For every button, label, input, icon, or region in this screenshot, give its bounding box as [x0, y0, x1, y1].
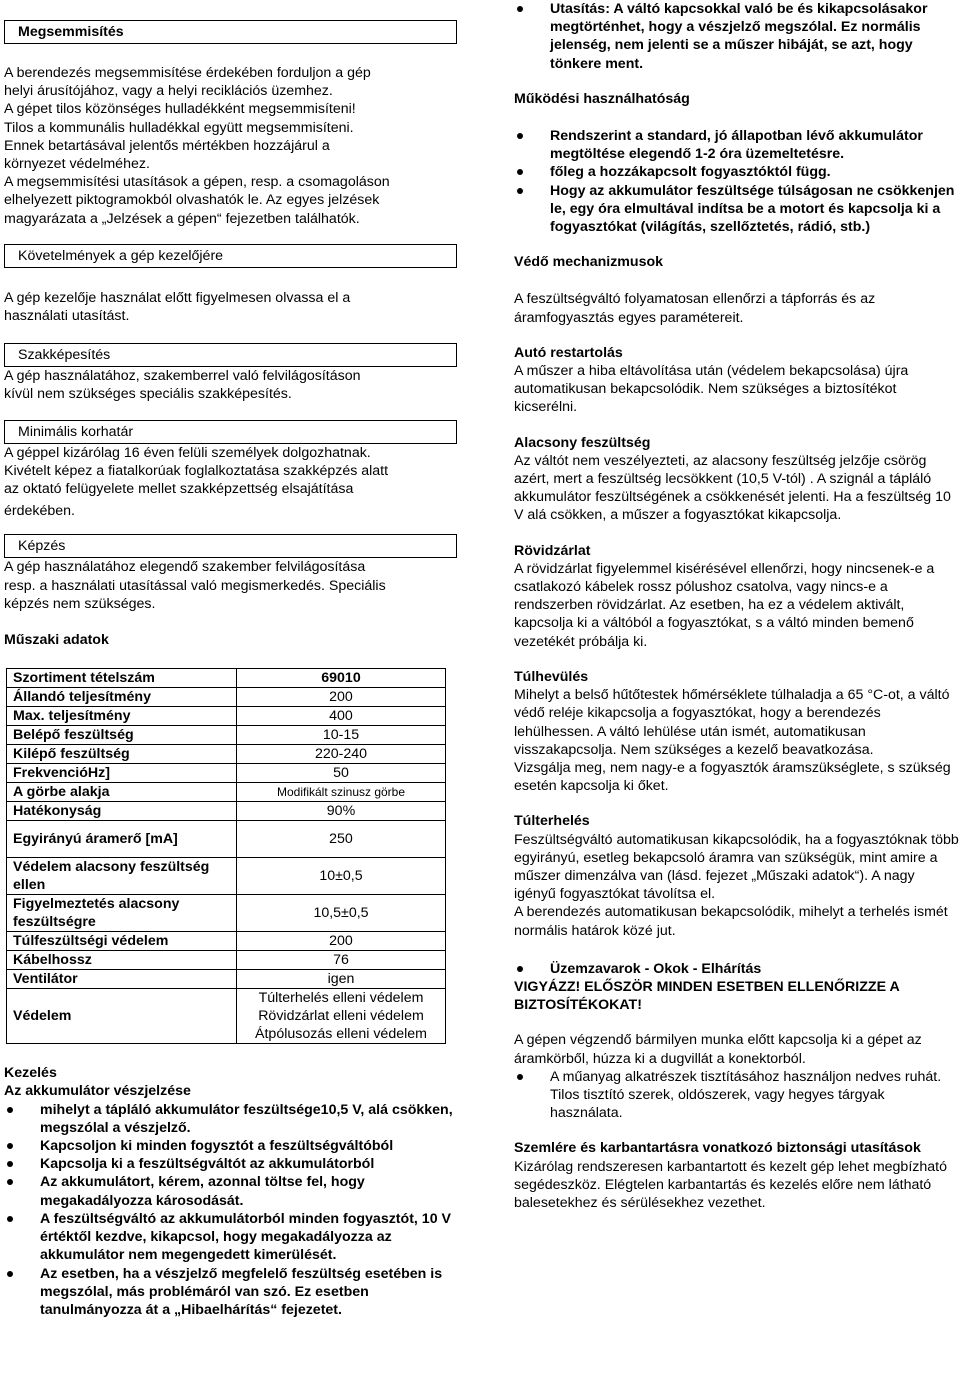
table-row	[7, 764, 446, 783]
low-voltage-text: Az váltót nem veszélyezteti, az alacsony feszültség jelzője csörög azért, mert a feszültség lecsökkent (10,5 V-tól) . A szignál a tápláló akkumulátor feszültségének a csökkenését jelenti. Ha a feszültség 10 V alá csökken, a műszer a fogyasztókat kikapcsolja.	[514, 452, 951, 524]
auto-restart-title: Autó restartolás	[514, 344, 623, 361]
section-header-minimum-age: Minimális korhatár	[4, 420, 457, 444]
table-row	[7, 745, 446, 764]
table-row	[7, 989, 446, 1044]
list-item: Az akkumulátort, kérem, azonnal töltse fel, hogy megakadályozza károsodását.	[4, 1173, 456, 1209]
table-row	[7, 858, 446, 895]
protection-title: Védő mechanizmusok	[514, 254, 664, 271]
alarm-title: Az akkumulátor vészjelzése	[4, 1083, 191, 1100]
table-value: 69010	[237, 669, 446, 688]
table-row	[7, 783, 446, 802]
list-item: Üzemzavarok - Okok - Elhárítás	[514, 960, 960, 978]
table-key: Hatékonyság	[7, 802, 237, 821]
text-line: képzés nem szükséges.	[4, 595, 156, 612]
section-header-qualification: Szakképesítés	[4, 343, 457, 367]
tech-data-table	[6, 668, 446, 1044]
table-value: 10,5±0,5	[237, 895, 446, 932]
list-item: Az esetben, ha a vészjelző megfelelő feszültség esetében is megszólal, más problémáról van szó. Ez esetben tanulmányozza át a „Hibaelhárítás“ fejezetet.	[4, 1265, 456, 1320]
inspection-text: Kizárólag rendszeresen karbantartott és kezelt gép lehet megbízható segédeszköz. Elégtelen karbantartás és kezelés előre nem látható balesetekhez és sérülésekhez vezethet.	[514, 1158, 947, 1211]
text-line: kívül nem szükséges speciális szakképesítés.	[4, 386, 292, 403]
warning-text-bold: VIGYÁZZ! ELŐSZÖR MINDEN ESETBEN ELLENŐRIZZE A BIZTOSÍTÉKOKAT!	[514, 978, 900, 1014]
short-circuit-title: Rövidzárlat	[514, 542, 591, 559]
overload-text: Feszültségváltó automatikusan kikapcsolódik, ha a fogyasztóknak több egyirányú, esetleg bekapcsoló áramra van szükségük, mint amire a műszer dimenzálva van (lásd. fejezet „Műszaki adatok“). A nagy igényű fogyasztókat távolítsa el.	[514, 831, 959, 903]
low-voltage-title: Alacsony feszültség	[514, 434, 651, 451]
table-key: Szortiment tételszám	[7, 669, 237, 688]
overheat-text: Mihelyt a belső hűtőtestek hőmérséklete túlhaladja a 65 °C-ot, a váltó védő reléje kikapcsolja a fogyasztókat, hogy a berendezés lehülhessen. A váltó lehülése után ismét, automatikusan visszakapcsolja. Nem szükséges a kezelő beavatkozása.	[514, 687, 950, 758]
table-value: 10±0,5	[237, 858, 446, 895]
list-item: Kapcsolja ki a feszültségváltót az akkumulátorból	[4, 1155, 456, 1173]
text-line: érdekében.	[4, 503, 75, 520]
text-line: resp. a használati utasítással való megismerkedés. Speciális	[4, 577, 386, 594]
text-line: A gép használatához, szakemberrel való felvilágosításon	[4, 368, 361, 385]
table-value: 250	[237, 821, 446, 858]
table-key: Túlfeszültségi védelem	[7, 932, 237, 951]
table-row	[7, 726, 446, 745]
protection-value-line: Rövidzárlat elleni védelem	[258, 1008, 424, 1025]
table-key: Kábelhossz	[7, 951, 237, 970]
handling-title: Kezelés	[4, 1065, 57, 1082]
list-item: A műanyag alkatrészek tisztításához használjon nedves ruhát. Tilos tisztító szerek, oldószerek, vagy hegyes tárgyak használata.	[514, 1068, 960, 1123]
overload-title: Túlterhelés	[514, 813, 590, 830]
disposal-text	[4, 64, 456, 228]
list-item: Kapcsoljon ki minden fogysztót a feszültségváltóból	[4, 1137, 456, 1155]
protection-value-line: Átpólusozás elleni védelem	[255, 1026, 427, 1043]
table-key: Kilépő feszültség	[7, 745, 237, 764]
list-item: Utasítás: A váltó kapcsokkal való be és kikapcsolásakor megtörténhet, hogy a vészjelző megszólal. Ez normális jelenség, nem jelenti se a műszer hibáját, se azt, hogy tönkere ment.	[514, 0, 960, 73]
overload-text-2: A berendezés automatikusan bekapcsolódik, mihelyt a terhelés ismét normális határok közé jut.	[514, 904, 948, 939]
protection-intro: A feszültségváltó folyamatosan ellenőrzi a tápforrás és az áramfogyasztás egyes paramétereit.	[514, 291, 876, 326]
text-line: magyarázata a „Jelzések a gépen“ fejezetben találhatók.	[4, 210, 360, 227]
table-row	[7, 951, 446, 970]
table-key: FrekvencióHz]	[7, 764, 237, 783]
text-line: A géppel kizárólag 16 éven felüli személyek dolgozhatnak.	[4, 444, 371, 461]
table-row	[7, 669, 446, 688]
tech-data-title: Műszaki adatok	[4, 632, 109, 649]
section-header-training: Képzés	[4, 534, 457, 558]
table-row	[7, 688, 446, 707]
faults-list	[514, 960, 960, 978]
table-value: 200	[237, 688, 446, 707]
right-column	[514, 0, 960, 1212]
text-line: elhelyezett piktogramokból olvashatók le. Az egyes jelzések	[4, 192, 380, 209]
protection-value-line: Túlterhelés elleni védelem	[258, 990, 424, 1007]
text-line: az oktató felügyelete mellet szakképzettség elsajátítása	[4, 481, 354, 498]
overheat-text-2: Vizsgálja meg, nem nagy-e a fogyasztók áramszükséglete, s szükség esetén kapcsolja ki őket.	[514, 759, 951, 795]
alarm-list	[4, 1101, 456, 1319]
table-row	[7, 895, 446, 932]
text-line: Tilos a kommunális hulladékkal együtt megsemmisíteni.	[4, 119, 354, 136]
table-key: Ventilátor	[7, 970, 237, 989]
table-key: Védelem	[7, 989, 237, 1044]
table-key: Belépő feszültség	[7, 726, 237, 745]
table-key: A görbe alakja	[7, 783, 237, 802]
table-value: igen	[237, 970, 446, 989]
text-line: A berendezés megsemmisítése érdekében forduljon a gép	[4, 65, 371, 81]
list-item: főleg a hozzákapcsolt fogyasztóktól függ.	[514, 163, 960, 181]
text-line: helyi árusítójához, vagy a helyi reciklációs üzemhez.	[4, 83, 333, 100]
inspection-title: Szemlére és karbantartásra vonatkozó biztonsági utasítások	[514, 1140, 921, 1157]
text-line: környezet védelméhez.	[4, 156, 150, 173]
text-line: A megsemmisítési utasítások a gépen, resp. a csomagoláson	[4, 174, 390, 191]
auto-restart-text: A műszer a hiba eltávolítása után (védelem bekapcsolása) újra automatikusan bekapcsolódik. Nem szükséges a biztosítékot kicserélni.	[514, 363, 909, 416]
list-item: Hogy az akkumulátor feszültsége túlságosan ne csökkenjen le, egy óra elmultával indítsa be a motort és kapcsolja ki a fogyasztókat (világítás, szellőztetés, rádió, stb.)	[514, 182, 960, 237]
text-line: Kivételt képez a fiatalkorúak foglalkoztatása szakképzés alatt	[4, 462, 389, 479]
text-line: A gép kezelője használat előtt figyelmesen olvassa el a	[4, 289, 351, 306]
warning-text: A gépen végzendő bármilyen munka előtt kapcsolja ki a gépet az áramkörből, húzza ki a dugvillát a konektorból.	[514, 1032, 922, 1067]
table-value: Modifikált szinusz görbe	[237, 783, 446, 802]
overheat-title: Túlhevülés	[514, 668, 589, 685]
text-line: A gép használatához elegendő szakember felvilágosítása	[4, 559, 366, 576]
left-column	[4, 0, 456, 1319]
table-row	[7, 821, 446, 858]
section-header-operator-requirements: Követelmények a gép kezelőjére	[4, 244, 457, 268]
table-key: Állandó teljesítmény	[7, 688, 237, 707]
usability-list	[514, 127, 960, 236]
table-row	[7, 970, 446, 989]
table-row	[7, 802, 446, 821]
table-key: Védelem alacsony feszültség ellen	[7, 858, 237, 895]
table-key: Egyirányú áramerő [mA]	[7, 821, 237, 858]
table-value: 10-15	[237, 726, 446, 745]
table-value	[237, 989, 446, 1044]
text-line: A gépet tilos közönséges hulladékként megsemmisíteni!	[4, 101, 356, 118]
text-line: használati utasítást.	[4, 308, 130, 325]
table-value: 400	[237, 707, 446, 726]
table-value: 200	[237, 932, 446, 951]
list-item: Rendszerint a standard, jó állapotban lévő akkumulátor megtöltése elegendő 1-2 óra üzemeltetésre.	[514, 127, 960, 163]
table-value: 76	[237, 951, 446, 970]
short-circuit-text: A rövidzárlat figyelemmel kisérésével ellenőrzi, hogy nincsenek-e a csatlakozó kábelek rossz pólushoz csatolva, vagy nincs-e a rendszerben rövidzárlat. Az esetben, ha ez a védelem aktivált, kapcsolja ki a váltóból a fogyasztókat, s a váltó minden bemenő vezetékét próbálja ki.	[514, 560, 935, 650]
table-value: 220-240	[237, 745, 446, 764]
list-item: A feszültségváltó az akkumulátorból minden fogyasztót, 10 V értéktől kezdve, kikapcsol, hogy megakadályozza az akkumulátor nem megengedett kimerülését.	[4, 1210, 456, 1265]
table-value: 90%	[237, 802, 446, 821]
table-value: 50	[237, 764, 446, 783]
list-item: mihelyt a tápláló akkumulátor feszültsége10,5 V, alá csökken, megszólal a vészjelző.	[4, 1101, 456, 1137]
table-key: Figyelmeztetés alacsony feszültségre	[7, 895, 237, 932]
table-row	[7, 707, 446, 726]
table-row	[7, 932, 446, 951]
section-header-disposal: Megsemmisítés	[4, 20, 457, 44]
usability-title: Működési használhatóság	[514, 90, 690, 107]
table-key: Max. teljesítmény	[7, 707, 237, 726]
cleaning-list	[514, 1068, 960, 1123]
text-line: Ennek betartásával jelentős mértékben hozzájárul a	[4, 137, 330, 154]
notice-list	[514, 0, 960, 73]
